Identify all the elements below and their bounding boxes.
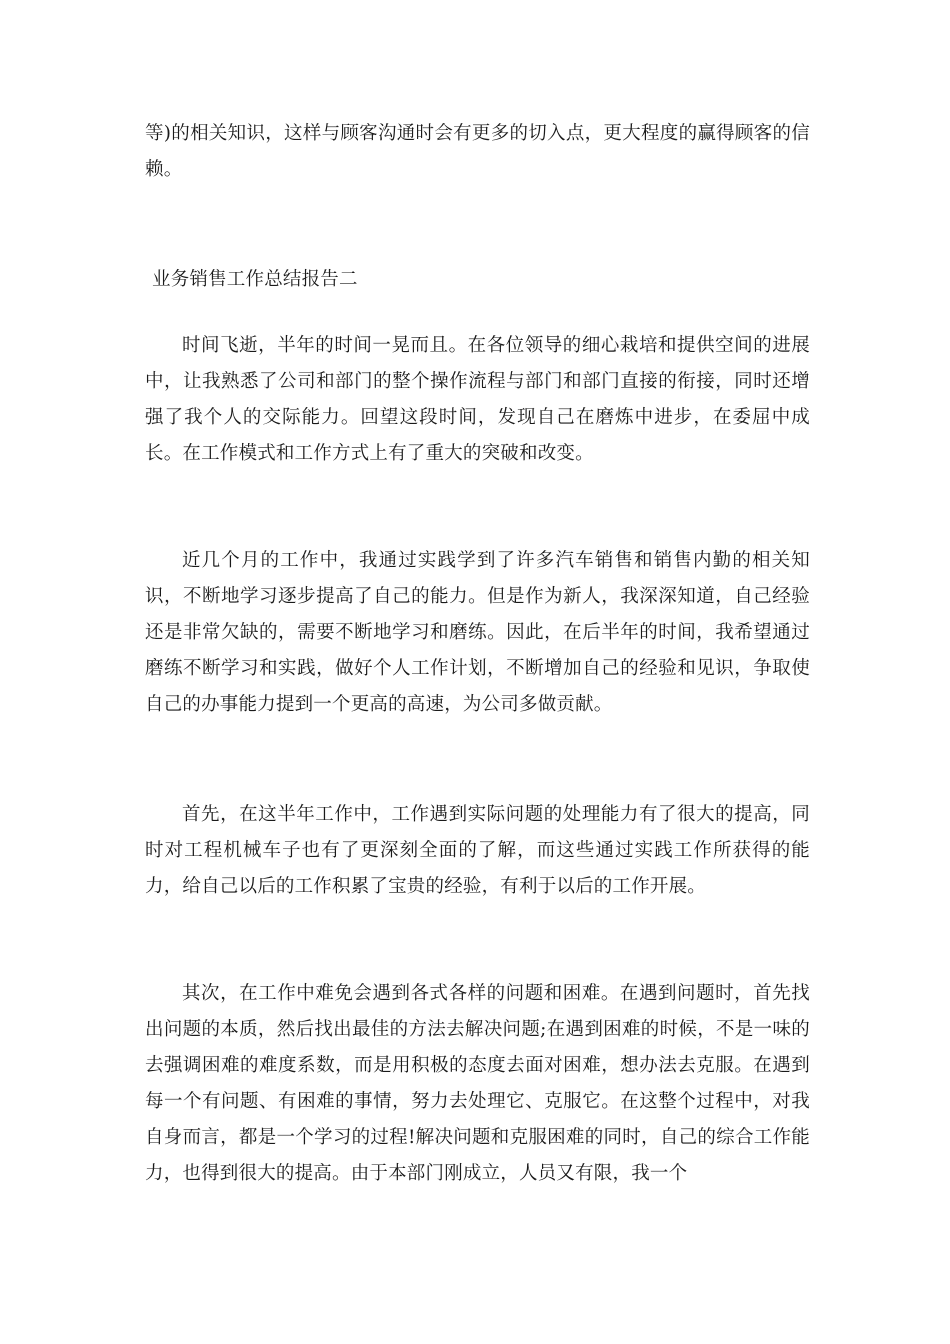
section-heading: 业务销售工作总结报告二 (152, 269, 358, 290)
continuation-paragraph: 等)的相关知识，这样与顾客沟通时会有更多的切入点，更大程度的赢得顾客的信赖。 (145, 123, 810, 180)
body-paragraph-4: 其次，在工作中难免会遇到各式各样的问题和困难。在遇到问题时，首先找出问题的本质，然后找出最佳的方法去解决问题;在遇到困难的时候，不是一味的去强调困难的难度系数，而是用积极的态度去面对困难，想办法去克服。在遇到每一个有问题、有困难的事情，努力去处理它、克服它。在这整个过程中，对我自身而言，都是一个学习的过程!解决问题和克服困难的同时，自己的综合工作能力，也得到很大的提高。由于本部门刚成立，人员又有限，我一个 (145, 983, 810, 1184)
body-paragraph-1: 时间飞逝，半年的时间一晃而且。在各位领导的细心栽培和提供空间的进展中，让我熟悉了公司和部门的整个操作流程与部门和部门直接的衔接，同时还增强了我个人的交际能力。回望这段时间，发现自己在磨炼中进步，在委屈中成长。在工作模式和工作方式上有了重大的突破和改变。 (145, 335, 810, 464)
body-paragraph-3: 首先，在这半年工作中，工作遇到实际问题的处理能力有了很大的提高，同时对工程机械车子也有了更深刻全面的了解，而这些通过实践工作所获得的能力，给自己以后的工作积累了宝贵的经验，有利于以后的工作开展。 (145, 804, 810, 897)
body-paragraph-2: 近几个月的工作中，我通过实践学到了许多汽车销售和销售内勤的相关知识，不断地学习逐步提高了自己的能力。但是作为新人，我深深知道，自己经验还是非常欠缺的，需要不断地学习和磨练。因此，在后半年的时间，我希望通过磨练不断学习和实践，做好个人工作计划，不断增加自己的经验和见识，争取使自己的办事能力提到一个更高的高速，为公司多做贡献。 (145, 550, 810, 715)
